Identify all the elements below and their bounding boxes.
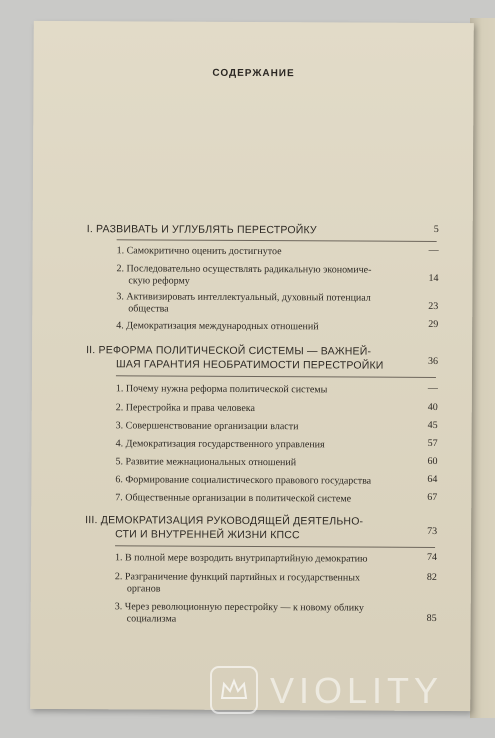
watermark [210, 666, 480, 716]
list-item-page: 82 [426, 571, 437, 583]
list-item: 7. Общественные организации в политической системе [115, 492, 352, 505]
chapter-1-rule [117, 239, 437, 242]
chapter-2-page: 36 [427, 355, 439, 367]
chapter-3-page: 73 [427, 525, 438, 537]
list-item: 3. Активизировать интеллектуальный, духовный потенциал [116, 291, 371, 304]
list-item-continued: органов [126, 583, 161, 595]
list-item: 5. Развитие межнациональных отношений [115, 456, 297, 469]
list-item-page: 57 [427, 437, 438, 449]
list-item: 2. Последовательно осуществлять радикальную экономиче- [116, 263, 372, 276]
list-item: 1. Самокритично оценить достигнутое [116, 245, 282, 258]
list-item-page: — [427, 382, 438, 394]
list-item: 3. Совершенствование организации власти [115, 420, 299, 433]
list-item-page: 64 [427, 473, 438, 485]
list-item-page: 85 [426, 612, 437, 624]
book-page [30, 21, 474, 711]
list-item-page: 29 [428, 318, 439, 330]
chapter-1-title: I. РАЗВИВАТЬ И УГЛУБЛЯТЬ ПЕРЕСТРОЙКУ [86, 223, 317, 237]
chapter-1-page: 5 [433, 223, 439, 235]
list-item-page: 40 [427, 401, 438, 413]
list-item: 6. Формирование социалистического правового государства [115, 474, 372, 487]
chapter-3-title: III. ДЕМОКРАТИЗАЦИЯ РУКОВОДЯЩЕЙ ДЕЯТЕЛЬНО- [85, 514, 364, 528]
chapter-2-rule [116, 375, 436, 378]
next-page-edge [470, 18, 495, 718]
watermark-text: VIOLITY [270, 670, 444, 711]
list-item-page: — [428, 244, 439, 256]
page-title: СОДЕРЖАНИЕ [212, 67, 295, 80]
chapter-2-title-continued: ШАЯ ГАРАНТИЯ НЕОБРАТИМОСТИ ПЕРЕСТРОЙКИ [115, 358, 384, 372]
list-item: 1. Почему нужна реформа политической системы [115, 383, 328, 396]
chapter-3-rule [115, 545, 435, 548]
list-item: 4. Демократизация международных отношений [116, 320, 319, 333]
list-item: 2. Разграничение функций партийных и государственных [114, 571, 361, 584]
list-item: 3. Через революционную перестройку — к новому облику [114, 601, 364, 614]
list-item: 4. Демократизация государственного управления [115, 438, 325, 451]
list-item-page: 67 [427, 491, 438, 503]
list-item-page: 74 [426, 551, 438, 563]
list-item-page: 23 [428, 300, 439, 312]
table-of-contents [30, 21, 474, 711]
list-item-continued: скую реформу [128, 275, 190, 287]
list-item: 2. Перестройка и права человека [115, 402, 255, 415]
crown-icon [210, 666, 258, 714]
chapter-3-title-continued: СТИ И ВНУТРЕННЕЙ ЖИЗНИ КПСС [115, 528, 300, 542]
list-item-page: 45 [427, 419, 438, 431]
chapter-2-title: II. РЕФОРМА ПОЛИТИЧЕСКОЙ СИСТЕМЫ — ВАЖНЕЙ- [86, 344, 372, 358]
list-item-page: 14 [428, 272, 439, 284]
list-item-continued: социализма [126, 613, 177, 625]
list-item: 1. В полной мере возродить внутрипартийную демократию [114, 552, 368, 565]
list-item-page: 60 [427, 455, 438, 467]
list-item-continued: общества [128, 303, 169, 315]
